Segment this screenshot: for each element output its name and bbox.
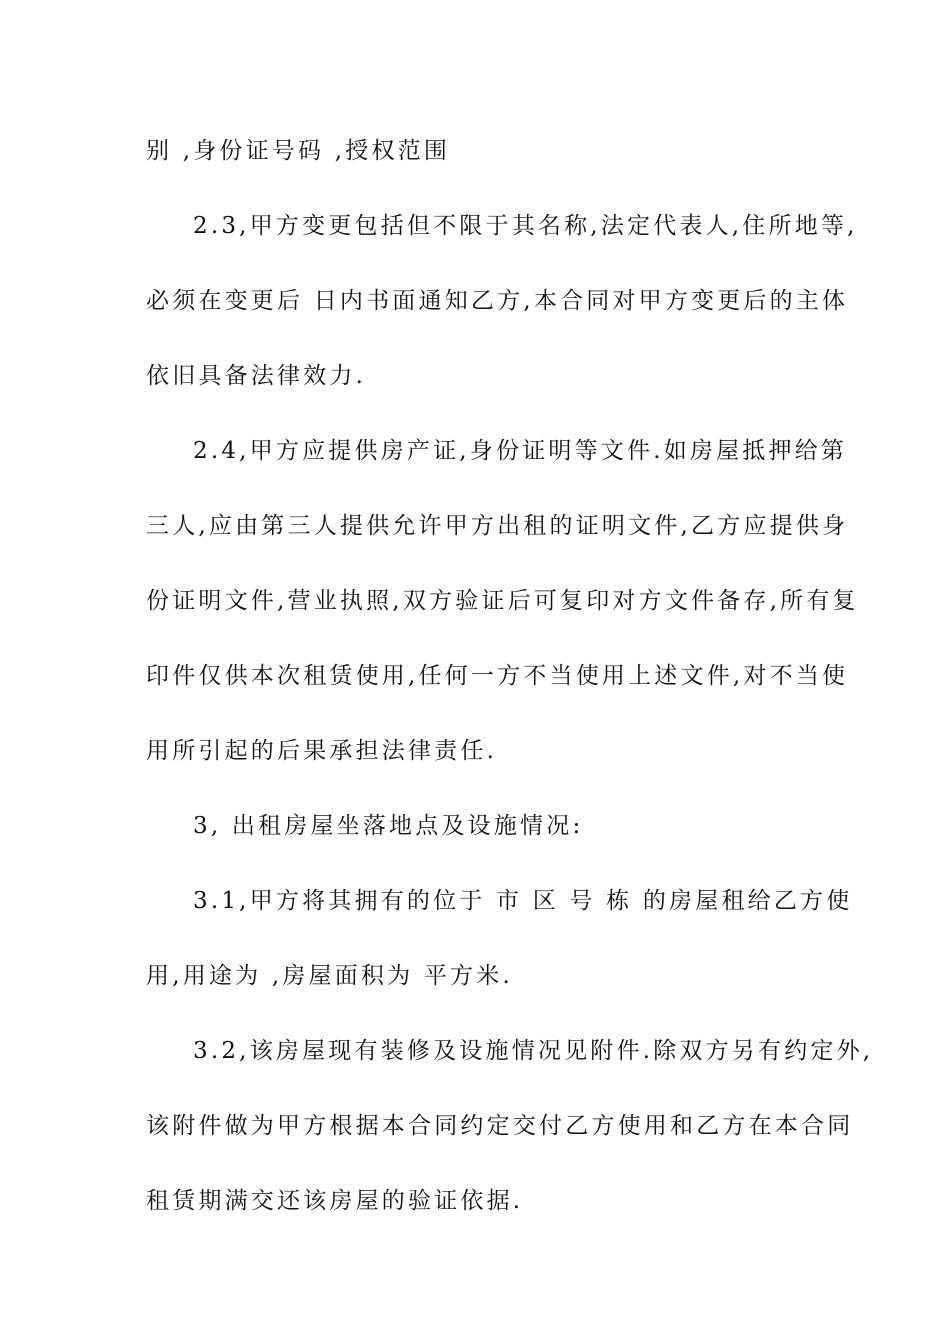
text-line-1: 别 ,身份证号码 ,授权范围 [146, 138, 451, 164]
text-line-2: 2.3,甲方变更包括但不限于其名称,法定代表人,住所地等, [193, 213, 858, 239]
text-line-3: 必须在变更后 日内书面通知乙方,本合同对甲方变更后的主体 [146, 288, 849, 314]
text-line-13: 3.2,该房屋现有装修及设施情况见附件.除双方另有约定外, [193, 1038, 874, 1064]
text-line-5: 2.4,甲方应提供房产证,身份证明等文件.如房屋抵押给第 [193, 438, 848, 464]
text-line-12: 用,用途为 ,房屋面积为 平方米. [146, 963, 513, 989]
text-line-4: 依旧具备法律效力. [146, 363, 367, 389]
text-line-6: 三人,应由第三人提供允许甲方出租的证明文件,乙方应提供身 [146, 513, 849, 539]
text-line-7: 份证明文件,营业执照,双方验证后可复印对方文件备存,所有复 [146, 588, 859, 614]
section-heading-3: 3, 出租房屋坐落地点及设施情况: [193, 813, 584, 839]
text-line-14: 该附件做为甲方根据本合同约定交付乙方使用和乙方在本合同 [146, 1113, 854, 1139]
text-line-8: 印件仅供本次租赁使用,任何一方不当使用上述文件,对不当使 [146, 663, 849, 689]
text-line-9: 用所引起的后果承担法律责任. [146, 738, 498, 764]
text-line-11: 3.1,甲方将其拥有的位于 市 区 号 栋 的房屋租给乙方使 [193, 888, 853, 914]
text-line-15: 租赁期满交还该房屋的验证依据. [146, 1188, 524, 1214]
